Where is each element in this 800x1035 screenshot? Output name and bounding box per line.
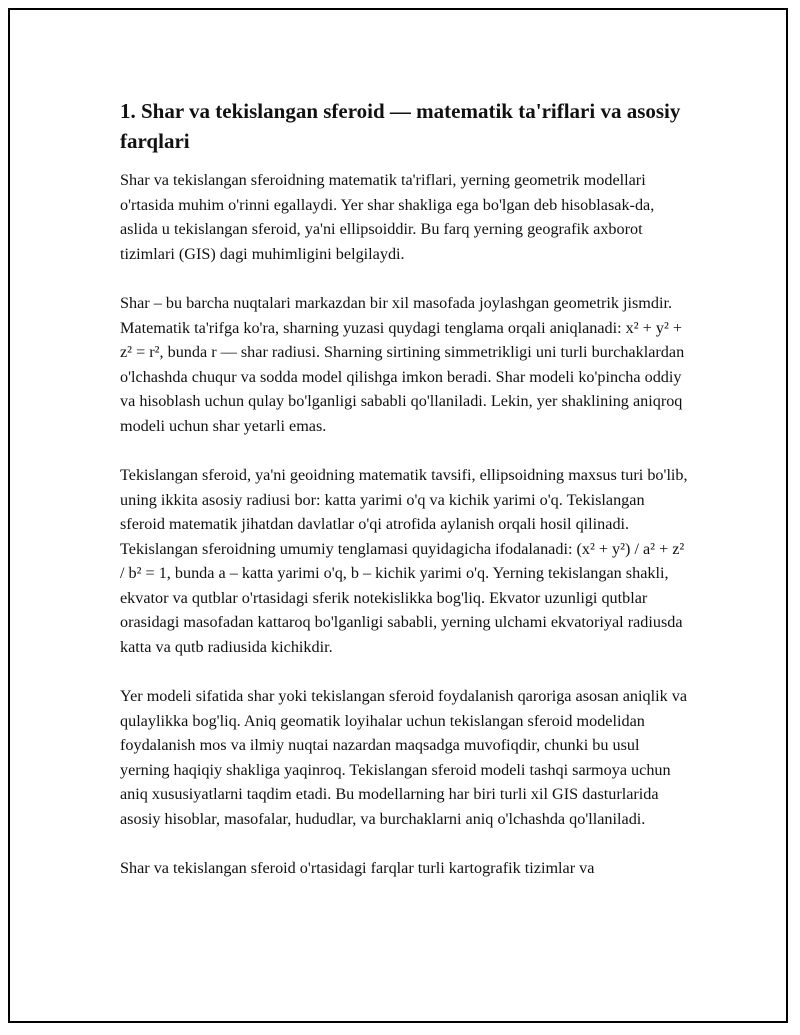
paragraph-5: Shar va tekislangan sferoid o'rtasidagi farqlar turli kartografik tizimlar va <box>120 859 595 877</box>
paragraph-4: Yer modeli sifatida shar yoki tekislangan sferoid foydalanish qaroriga asosan aniqlik va qulaylikka bog'liq. Aniq geomatik loyihalar uchun tekislangan sferoid modelidan foydalanish mos va ilmiy nuqtai nazardan maqsadga muvofiqdir, chunki bu usul yerning haqiqiy shakliga yaqinroq. Tekislangan sferoid modeli tashqi sarmoya uchun aniq xususiyatlarni taqdim etadi. Bu modellarning har biri turli xil GIS dasturlarida asosiy hisoblar, masofalar, hududlar, va burchaklarni aniq o'lchashda qo'llaniladi. <box>120 687 688 828</box>
section-heading: 1. Shar va tekislangan sferoid — matematik ta'riflari va asosiy farqlari <box>120 99 681 153</box>
paragraph-1: Shar va tekislangan sferoidning matematik ta'riflari, yerning geometrik modellari o'rtasida muhim o'rinni egallaydi. Yer shar shakliga ega bo'lgan deb hisoblasak-da, aslida u tekislangan sferoid, ya'ni ellipsoiddir. Bu farq yerning geografik axborot tizimlari (GIS) dagi muhimligini belgilaydi. <box>120 171 655 263</box>
paragraph-3: Tekislangan sferoid, ya'ni geoidning matematik tavsifi, ellipsoidning maxsus turi bo'lib, uning ikkita asosiy radiusi bor: katta yarimi o'q va kichik yarimi o'q. Tekislangan sferoid matematik jihatdan davlatlar o'qi atrofida aylanish orqali hosil qilinadi. Tekislangan sferoidning umumiy tenglamasi quyidagicha ifodalanadi: (x² + y²) / a² + z² / b² = 1, bunda a – katta yarimi o'q, b – kichik yarimi o'q. Yerning tekislangan shakli, ekvator va qutblar o'rtasidagi sferik notekislikka bog'liq. Ekvator uzunligi qutblar orasidagi masofadan kattaroq bo'lganligi sababli, yerning ulchami ekvatoriyal radiusda katta va qutb radiusida kichikdir. <box>120 466 688 656</box>
paragraph-2: Shar – bu barcha nuqtalari markazdan bir xil masofada joylashgan geometrik jismdir. Matematik ta'rifga ko'ra, sharning yuzasi quydagi tenglama orqali aniqlanadi: x² + y² + z² = r², bunda r — shar radiusi. Sharning sirtining simmetrikligi uni turli burchaklardan o'lchashda chuqur va sodda model qilishga imkon beradi. Shar modeli ko'pincha oddiy va hisoblash uchun qulay bo'lganligi sababli qo'llaniladi. Lekin, yer shaklining aniqroq modeli uchun shar yetarli emas. <box>120 294 685 435</box>
page-frame <box>8 8 788 1023</box>
document-body <box>120 96 690 906</box>
